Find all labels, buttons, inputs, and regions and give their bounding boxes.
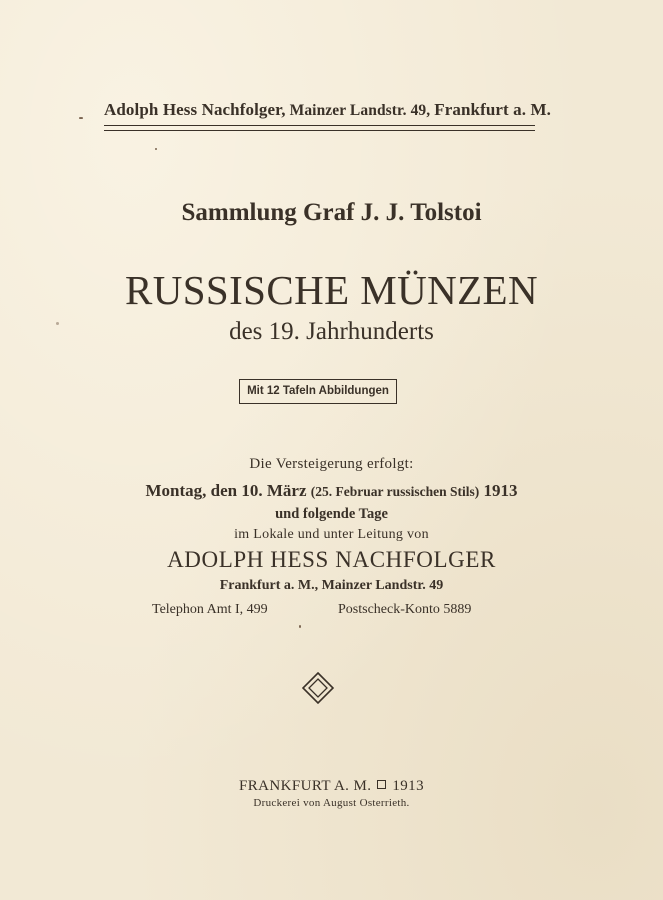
imprint-year: 1913 [392, 778, 424, 794]
imprint-printer: Druckerei von August Osterrieth. [253, 797, 410, 809]
paper-spot [56, 322, 59, 325]
auction-date [0, 481, 663, 501]
auction-date-old-style: (25. Februar russischen Stils) [310, 484, 480, 499]
auction-following-days: und folgende Tage [275, 506, 388, 522]
square-separator-icon [377, 780, 386, 789]
plates-note-box: Mit 12 Tafeln Abbildungen [239, 379, 397, 404]
auction-address: Frankfurt a. M., Mainzer Landstr. 49 [219, 578, 444, 593]
paper-spot [79, 117, 83, 119]
diamond-ornament-icon [302, 672, 334, 704]
auction-location-intro: im Lokale und unter Leitung von [234, 527, 429, 542]
header-street: Mainzer Landstr. 49, [289, 102, 431, 119]
collection-title: Sammlung Graf J. J. Tolstoi [181, 199, 482, 226]
subtitle: des 19. Jahrhunderts [229, 318, 434, 345]
paper-spot [155, 148, 157, 150]
main-title: RUSSISCHE MÜNZEN [124, 267, 539, 313]
imprint-city: FRANKFURT A. M. [239, 778, 372, 794]
paper-spot [299, 625, 301, 628]
header-rule-thin [104, 130, 535, 131]
auction-date-main: Montag, den 10. März [145, 481, 307, 500]
publisher-header [104, 100, 551, 120]
auction-firm: ADOLPH HESS NACHFOLGER [167, 547, 496, 572]
telephone: Telephon Amt I, 499 [152, 602, 268, 617]
auction-year: 1913 [483, 481, 518, 500]
header-name: Adolph Hess Nachfolger, [104, 100, 286, 119]
imprint-city-year [0, 778, 663, 795]
header-rule-thick [104, 125, 535, 126]
postscheck-account: Postscheck-Konto 5889 [338, 602, 472, 617]
auction-intro: Die Versteigerung erfolgt: [249, 456, 414, 472]
header-city: Frankfurt a. M. [434, 100, 551, 119]
